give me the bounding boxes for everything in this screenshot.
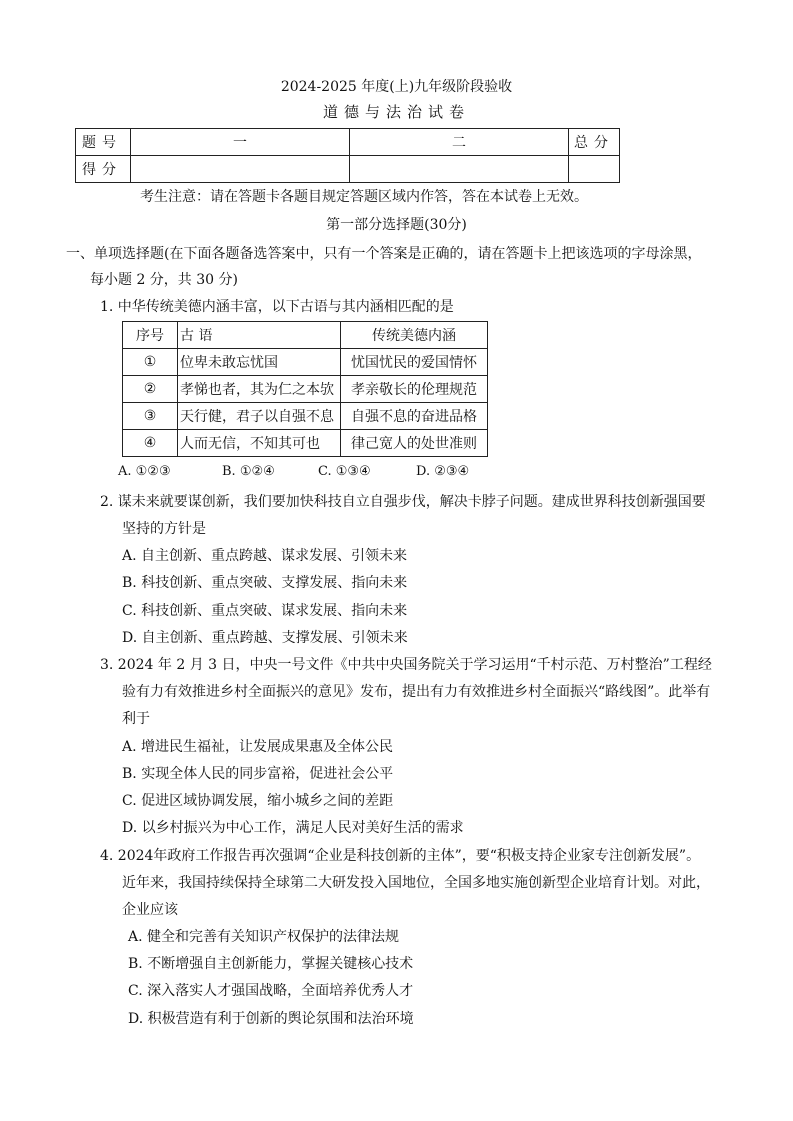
option-d: D. ②③④ bbox=[416, 464, 470, 479]
section-instruction: 每小题 2 分，共 30 分) bbox=[90, 272, 238, 288]
score-blank-cell bbox=[569, 156, 620, 183]
option-d: D. 积极营造有利于创新的舆论氛围和法治环境 bbox=[128, 1011, 414, 1027]
score-header-cell: 题号 bbox=[76, 129, 131, 156]
question-stem: 坚持的方针是 bbox=[122, 521, 206, 537]
table-cell: 忧国忧民的爱国情怀 bbox=[341, 349, 488, 376]
table-row bbox=[123, 403, 488, 430]
option-b: B. ①②④ bbox=[222, 464, 275, 479]
question-stem: 4. 2024年政府工作报告再次强调“企业是科技创新的主体”，要“积极支持企业家专注创新发展”。 bbox=[100, 848, 701, 864]
table-cell: ① bbox=[123, 349, 178, 376]
table-cell: 孝悌也者，其为仁之本欤 bbox=[178, 376, 341, 403]
option-c: C. 深入落实人才强国战略，全面培养优秀人才 bbox=[128, 983, 414, 999]
score-blank-cell bbox=[131, 156, 350, 183]
table-cell: 天行健，君子以自强不息 bbox=[178, 403, 341, 430]
score-blank-cell bbox=[350, 156, 569, 183]
exam-title: 2024-2025 年度(上)九年级阶段验收 bbox=[280, 79, 513, 95]
table-header-cell: 传统美德内涵 bbox=[341, 322, 488, 349]
table-cell: 自强不息的奋进品格 bbox=[341, 403, 488, 430]
option-d: D. 以乡村振兴为中心工作，满足人民对美好生活的需求 bbox=[122, 820, 464, 836]
q1-table bbox=[122, 321, 488, 457]
table-cell: 律己宽人的处世准则 bbox=[341, 430, 488, 457]
option-a: A. 自主创新、重点跨越、谋求发展、引领未来 bbox=[122, 548, 408, 564]
question-stem: 利于 bbox=[122, 711, 150, 727]
q1-options bbox=[118, 464, 469, 479]
table-cell: ④ bbox=[123, 430, 178, 457]
question-stem: 3. 2024 年 2 月 3 日，中央一号文件《中共中央国务院关于学习运用“千村示范、万村整治”工程经 bbox=[100, 657, 712, 673]
table-row bbox=[123, 376, 488, 403]
score-table-row bbox=[76, 129, 620, 156]
score-header-cell: 一 bbox=[131, 129, 350, 156]
question-stem: 2. 谋未来就要谋创新，我们要加快科技自立自强步伐，解决卡脖子问题。建成世界科技创新强国要 bbox=[100, 494, 706, 510]
table-cell: 位卑未敢忘忧国 bbox=[178, 349, 341, 376]
table-cell: ③ bbox=[123, 403, 178, 430]
score-header-cell: 二 bbox=[350, 129, 569, 156]
score-header-cell: 总分 bbox=[569, 129, 620, 156]
table-row bbox=[123, 430, 488, 457]
question-stem: 企业应该 bbox=[122, 902, 178, 918]
question-stem: 1. 中华传统美德内涵丰富，以下古语与其内涵相匹配的是 bbox=[100, 299, 454, 315]
section-instruction: 一、单项选择题(在下面各题备选答案中，只有一个答案是正确的，请在答题卡上把该选项的字母涂黑， bbox=[66, 246, 702, 262]
option-b: B. 科技创新、重点突破、支撑发展、指向未来 bbox=[122, 575, 408, 591]
table-row bbox=[123, 322, 488, 349]
score-table-row bbox=[76, 156, 620, 183]
option-b: B. 不断增强自主创新能力，掌握关键核心技术 bbox=[128, 956, 414, 972]
table-row bbox=[123, 349, 488, 376]
score-label-cell: 得分 bbox=[76, 156, 131, 183]
option-a: A. 增进民生福祉，让发展成果惠及全体公民 bbox=[122, 739, 394, 755]
option-c: C. ①③④ bbox=[318, 464, 371, 479]
exam-subject: 道德与法治试卷 bbox=[322, 103, 470, 121]
table-cell: 孝亲敬长的伦理规范 bbox=[341, 376, 488, 403]
table-header-cell: 序号 bbox=[123, 322, 178, 349]
option-c: C. 促进区域协调发展，缩小城乡之间的差距 bbox=[122, 793, 394, 809]
part-title: 第一部分选择题(30分) bbox=[326, 217, 467, 233]
option-d: D. 自主创新、重点跨越、支撑发展、引领未来 bbox=[122, 630, 408, 646]
option-a: A. ①②③ bbox=[118, 464, 171, 479]
option-b: B. 实现全体人民的同步富裕，促进社会公平 bbox=[122, 766, 394, 782]
table-cell: ② bbox=[123, 376, 178, 403]
score-table bbox=[75, 128, 620, 183]
table-cell: 人而无信，不知其可也 bbox=[178, 430, 341, 457]
exam-notice: 考生注意：请在答题卡各题目规定答题区域内作答，答在本试卷上无效。 bbox=[140, 189, 588, 205]
option-c: C. 科技创新、重点突破、谋求发展、指向未来 bbox=[122, 603, 408, 619]
option-a: A. 健全和完善有关知识产权保护的法律法规 bbox=[128, 929, 400, 945]
table-header-cell: 古 语 bbox=[178, 322, 341, 349]
question-stem: 验有力有效推进乡村全面振兴的意见》发布，提出有力有效推进乡村全面振兴“路线图”。此举有 bbox=[122, 684, 711, 700]
question-stem: 近年来，我国持续保持全球第二大研发投入国地位，全国多地实施创新型企业培育计划。对此， bbox=[122, 875, 710, 891]
